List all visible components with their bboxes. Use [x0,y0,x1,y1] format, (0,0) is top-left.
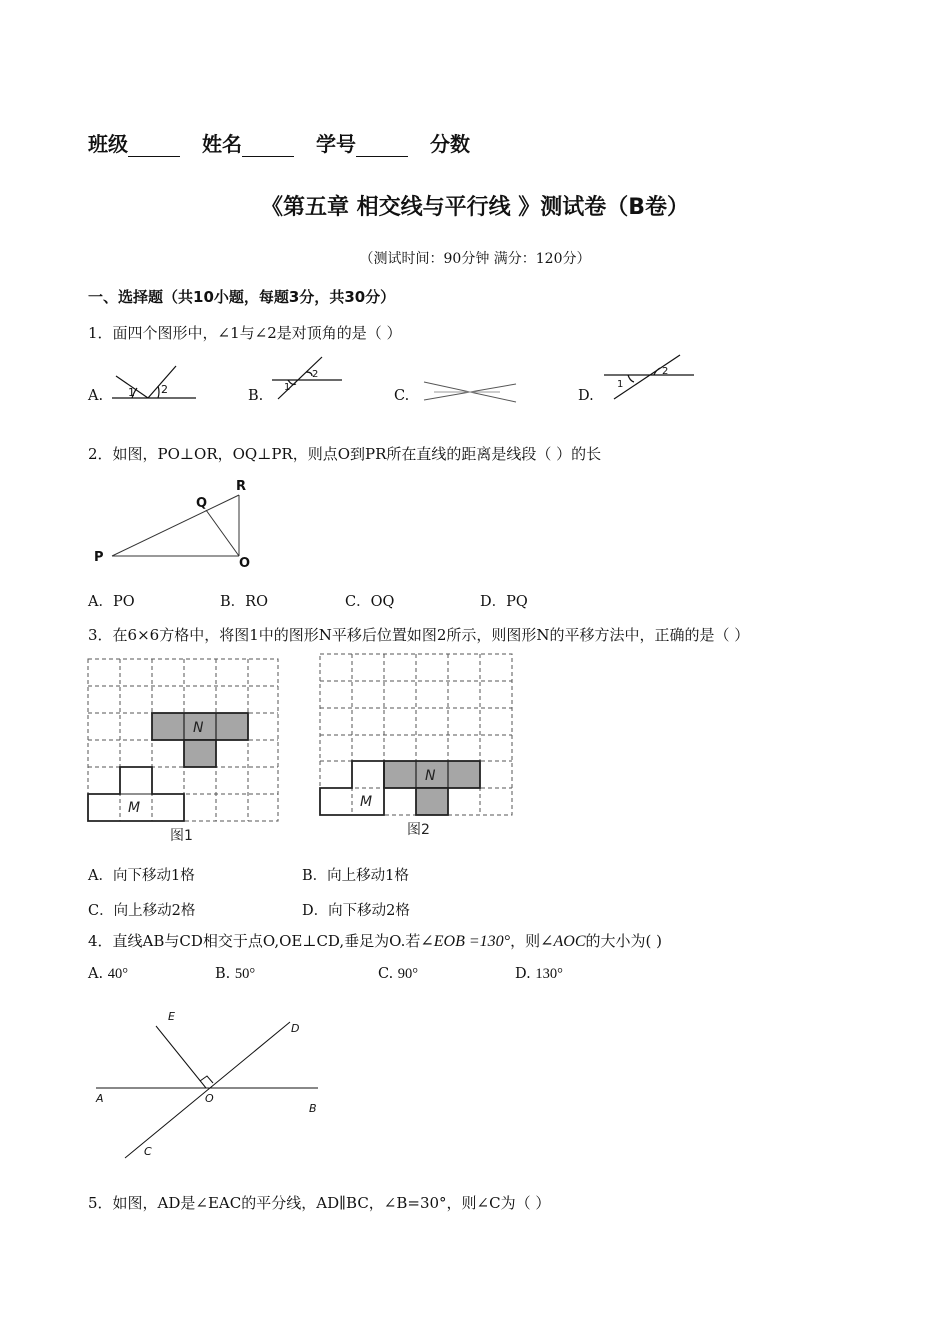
q4-option-a-value: 40° [107,966,129,982]
q4-option-b-label: B. [215,966,231,982]
q3-option-d[interactable]: D．向下移动2格 [302,903,410,919]
q1-b-label-1: 1 [284,382,291,393]
q4-prefix: 4．直线AB与CD相交于点O,OE⊥CD,垂足为O.若 [88,932,421,950]
q3-label-n-fig1: N [193,720,204,736]
q4-angle: ∠AOC [540,933,586,950]
q1-a-label-1: 1 [128,386,135,399]
q2-point-p: P [94,550,104,565]
page-title: 《第五章 相交线与平行线 》测试卷（B卷） [260,195,690,220]
q4-option-d-label: D. [515,966,531,982]
q3-option-c[interactable]: C．向上移动2格 [88,903,196,919]
q1-d-label-1: 1 [617,379,624,390]
q2-option-b[interactable]: B．RO [220,594,268,610]
q4-suffix: 的大小为( ) [585,932,662,950]
q1-option-c[interactable]: C. [394,388,410,404]
question-2: 2．如图，PO⊥OR，OQ⊥PR，则点O到PR所在直线的距离是线段（ ）的长 [88,445,602,463]
question-5: 5．如图，AD是∠EAC的平分线，AD∥BC，∠B=30°，则∠C为（ ） [88,1194,551,1212]
q4-option-d-value: 130° [535,966,563,982]
q2-option-a[interactable]: A．PO [88,594,135,610]
q4-option-c-label: C. [378,966,394,982]
q1-a-label-2: 2 [161,383,168,396]
question-3: 3．在6×6方格中，将图1中的图形N平移后位置如图2所示，则图形N的平移方法中，正确的是（ ） [88,626,750,644]
q2-option-c[interactable]: C．OQ [345,594,395,610]
q3-option-b[interactable]: B．向上移动1格 [302,868,409,884]
q4-point-o: O [205,1092,214,1105]
q1-b-label-2: 2 [312,369,319,380]
q3-caption-fig2: 图2 [407,822,430,838]
q3-label-n-fig2: N [425,768,436,784]
q2-point-o: O [239,556,251,571]
score-label: 分数 [430,132,470,156]
q4-middle: ，则 [510,932,541,950]
q4-point-c: C [144,1145,152,1158]
q1-option-a[interactable]: A. [88,388,104,404]
q3-label-m-fig2: M [360,794,373,810]
question-1: 1．面四个图形中，∠1与∠2是对顶角的是（ ） [88,324,402,342]
id-label: 学号 [316,132,356,156]
q4-point-d: D [291,1022,300,1035]
q3-label-m-fig1: M [128,800,141,816]
q2-point-r: R [236,479,247,494]
page-subtitle: （测试时间：90分钟 满分：120分） [359,251,591,267]
q4-point-e: E [168,1010,175,1023]
q4-formula: ∠EOB =130° [420,933,511,950]
q2-point-q: Q [196,496,208,511]
q1-option-d[interactable]: D. [578,388,594,404]
class-label: 班级 [88,132,128,156]
q4-point-a: A [96,1092,104,1105]
q4-option-b-value: 50° [234,966,256,982]
q2-option-d[interactable]: D．PQ [480,594,528,610]
q4-point-b: B [309,1102,317,1115]
q1-option-b[interactable]: B. [248,388,264,404]
q4-option-a-label: A. [88,966,104,982]
q3-option-a[interactable]: A．向下移动1格 [88,868,195,884]
q1-d-label-2: 2 [662,366,669,377]
name-label: 姓名 [202,132,242,156]
q4-option-c-value: 90° [397,966,419,982]
section-heading: 一、选择题（共10小题，每题3分，共30分） [88,288,396,306]
q3-caption-fig1: 图1 [170,828,193,844]
